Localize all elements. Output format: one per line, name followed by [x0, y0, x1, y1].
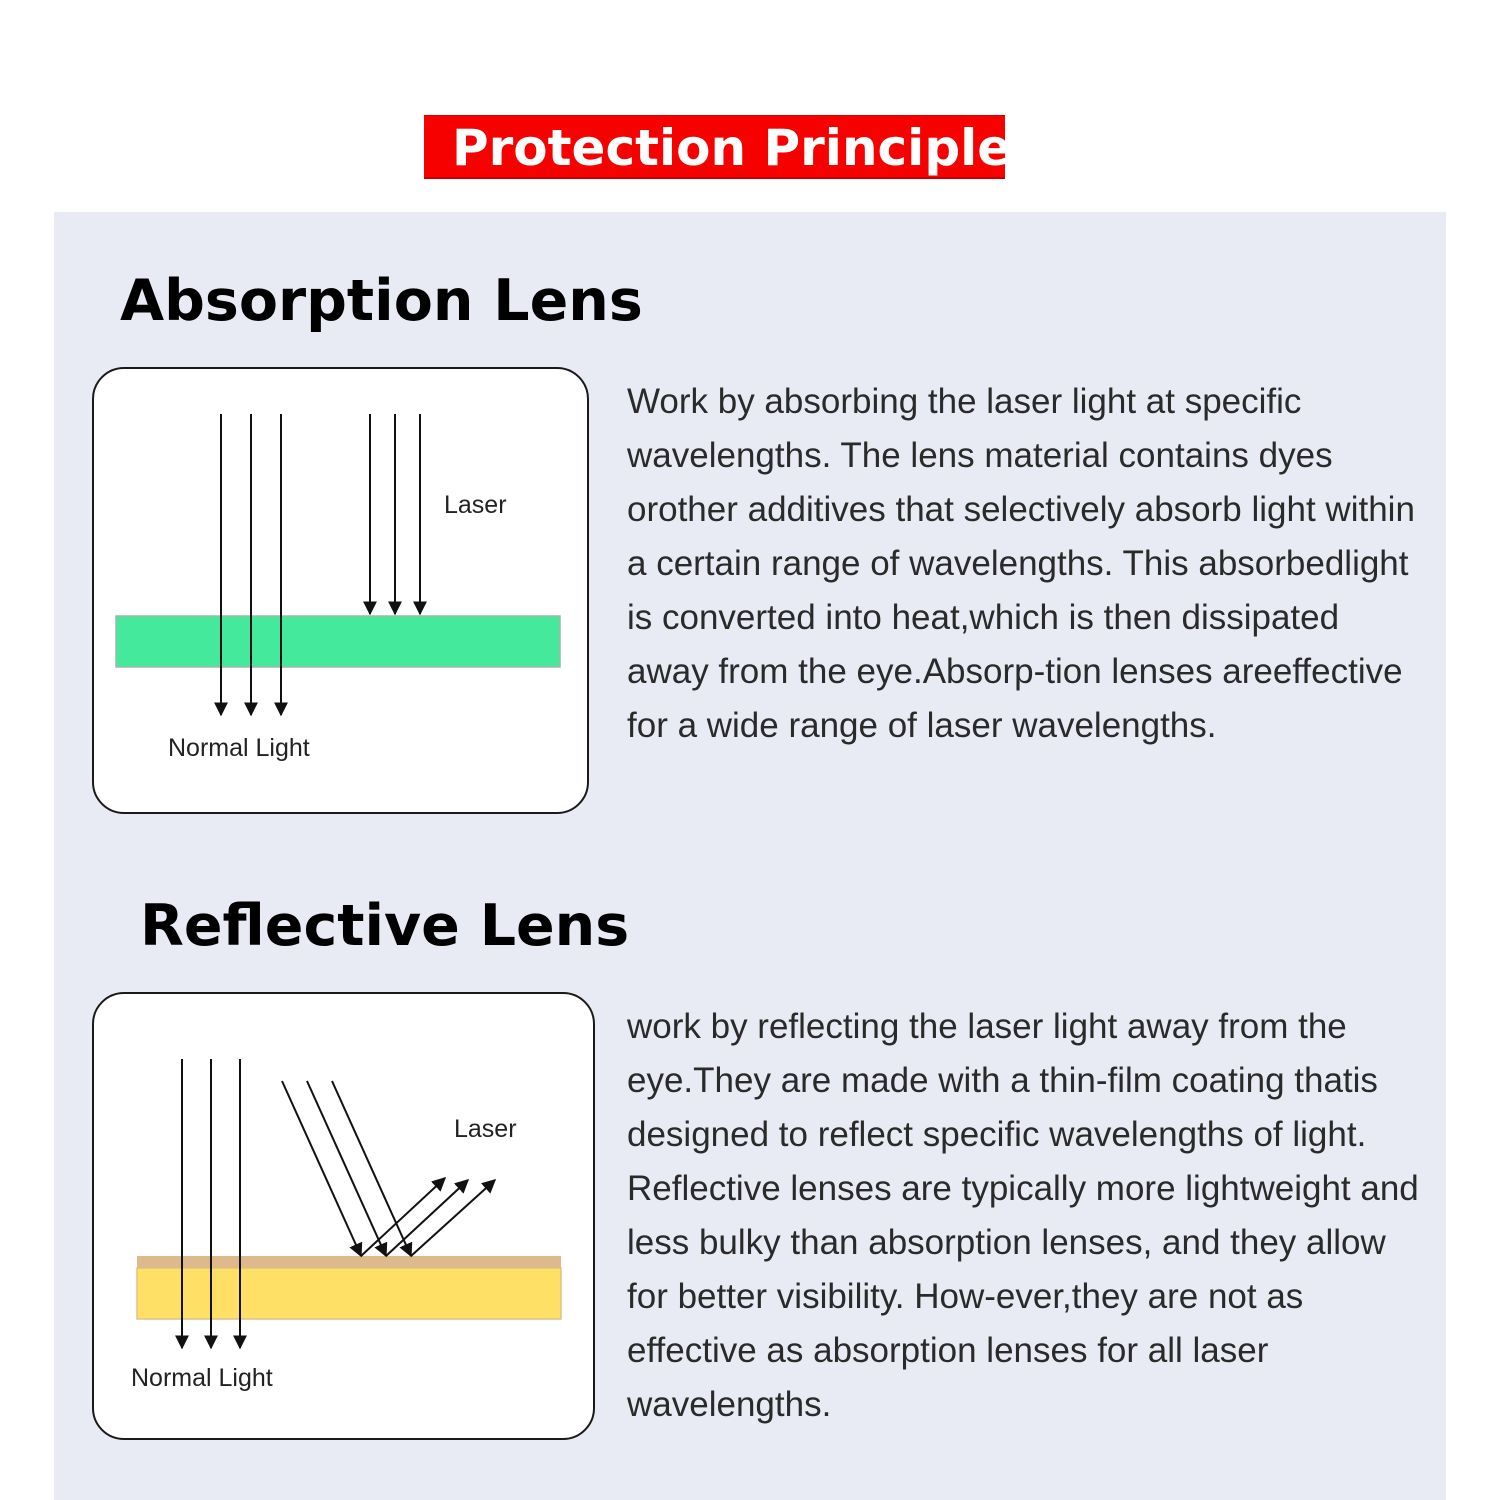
incoming-laser-arrow [282, 1081, 361, 1256]
reflective-lens-body [137, 1268, 561, 1319]
absorption-lens-title: Absorption Lens [120, 268, 643, 334]
reflected-laser-arrow [386, 1180, 468, 1256]
absorption-lens-bar [116, 616, 560, 667]
normal-light-arrows [221, 414, 281, 715]
page-title: Protection Principle [452, 119, 1012, 177]
reflective-diagram-svg [94, 994, 595, 1440]
normal-light-label: Normal Light [168, 734, 310, 762]
incoming-laser-arrow [307, 1081, 386, 1256]
absorption-diagram-svg [94, 369, 589, 814]
absorption-lens-diagram [92, 367, 589, 814]
reflected-laser-arrow [361, 1178, 445, 1256]
absorption-lens-description: Work by absorbing the laser light at specific wavelengths. The lens material contains dyes orother additives that selectively absorb light within a certain range of wavelengths. This absorbedlight is converted into heat,which is then dissipated away from the eye.Absorp-tion lenses areeffective for a wide range of laser wavelengths. [627, 382, 1415, 745]
laser-label: Laser [444, 491, 507, 519]
incoming-laser-arrows [282, 1081, 411, 1256]
laser-arrows [370, 414, 420, 614]
reflective-coating [137, 1256, 561, 1268]
reflected-laser-arrow [411, 1180, 495, 1256]
reflective-lens-diagram [92, 992, 595, 1440]
normal-light-label: Normal Light [131, 1364, 273, 1392]
reflective-lens-title: Reflective Lens [140, 893, 630, 959]
reflective-lens-description: work by reflecting the laser light away from the eye.They are made with a thin-film coating thatis designed to reflect specific wavelengths of light. Reflective lenses are typically more lightweight and less bulky than absorption lenses, and they allow for better visibility. How-ever,they are not as effective as absorption lenses for all laser wavelengths. [627, 1007, 1419, 1424]
incoming-laser-arrow [332, 1081, 411, 1256]
laser-label: Laser [454, 1115, 517, 1143]
title-banner [424, 115, 1012, 179]
